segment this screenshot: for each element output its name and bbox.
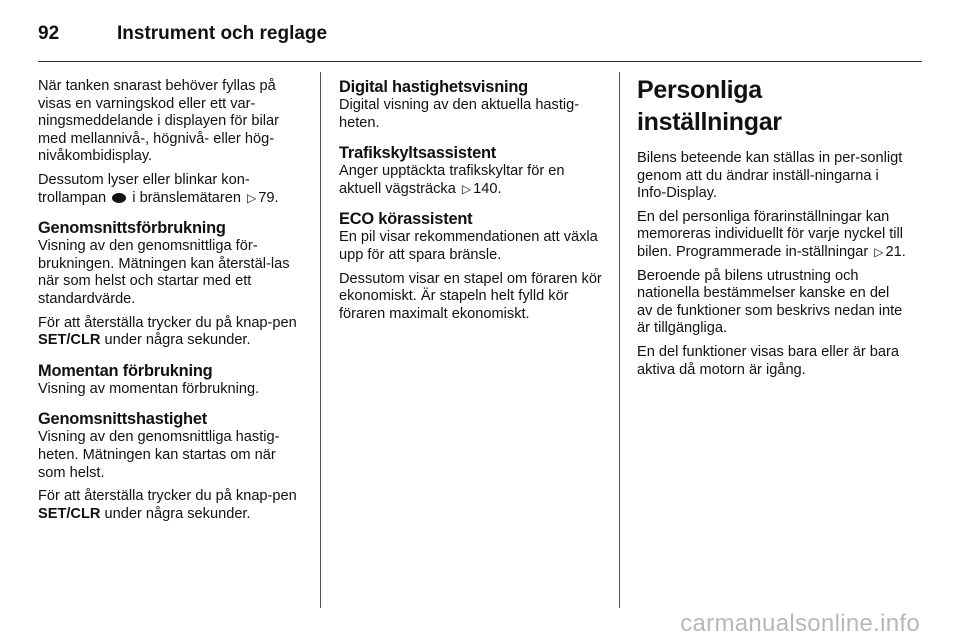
section-heading-instant-consumption: Momentan förbrukning bbox=[38, 361, 213, 380]
eco-assistant-bar-text: Dessutom visar en stapel om föraren kör ekonomiskt. Är stapeln helt fylld kör föraren maximalt ekonomiskt. bbox=[339, 270, 602, 322]
reset-text-after: under några sekunder. bbox=[104, 505, 251, 522]
section-heading-digital-speed: Digital hastighetsvisning bbox=[339, 78, 528, 96]
section-heading-eco-assistant: ECO körassistent bbox=[339, 210, 473, 229]
instant-consumption-text: Visning av momentan förbrukning. bbox=[38, 380, 260, 397]
reset-text: För att återställa trycker du på knap-pen bbox=[38, 314, 297, 331]
page-reference-link[interactable]: 79. bbox=[258, 189, 279, 206]
personal-settings-memory-text: En del personliga förarinställningar kan memoreras individuellt för varje nyckel till bilen. Programmerade in-ställningar bbox=[637, 208, 904, 260]
page-header bbox=[38, 14, 327, 54]
personal-settings-engine: En del funktioner visas bara eller är bara aktiva då motorn är igång. bbox=[637, 343, 900, 378]
personal-settings-memory bbox=[637, 209, 907, 262]
page-number: 92 bbox=[38, 23, 60, 44]
section-heading-traffic-sign: Trafikskyltsassistent bbox=[339, 144, 497, 163]
arrow-reference-icon: ▷ bbox=[874, 244, 884, 259]
arrow-reference-icon: ▷ bbox=[247, 190, 257, 205]
page-reference-link[interactable]: 140. bbox=[473, 180, 502, 197]
digital-speed-text: Digital visning av den aktuella hastig-heten. bbox=[339, 97, 580, 131]
reset-text-after: under några sekunder. bbox=[104, 332, 251, 349]
section-heading-average-speed: Genomsnittshastighet bbox=[38, 410, 208, 429]
average-speed-reset bbox=[38, 488, 304, 523]
page-reference-link[interactable]: 21. bbox=[885, 243, 906, 260]
set-clr-button-label: SET/CLR bbox=[38, 332, 101, 349]
traffic-sign-text bbox=[339, 163, 605, 198]
column-3 bbox=[637, 74, 907, 385]
personal-settings-intro: Bilens beteende kan ställas in per-sonligt genom att du ändrar inställ-ningarna i Info-Display. bbox=[637, 150, 903, 202]
section-heading-personal-settings: Personliga inställningar bbox=[637, 76, 782, 136]
intro-paragraph: När tanken snarast behöver fyllas på visas en varningskod eller ett var-ningsmeddelande i displayen för bilar med mellannivå-, högnivå- eller hög-nivåkombidisplay. bbox=[38, 78, 279, 165]
watermark: carmanualsonline.info bbox=[680, 610, 920, 637]
fuel-warning-lamp-icon bbox=[112, 193, 126, 203]
column-divider-2 bbox=[619, 72, 620, 608]
column-divider-1 bbox=[320, 72, 321, 608]
eco-assistant-text: En pil visar rekommendationen att växla upp för att spara bränsle. bbox=[339, 229, 598, 263]
arrow-reference-icon: ▷ bbox=[461, 181, 472, 196]
average-speed-text: Visning av den genomsnittliga hastig-heten. Mätningen kan startas om när som helst. bbox=[38, 429, 280, 481]
section-heading-average-consumption: Genomsnittsförbrukning bbox=[38, 219, 226, 238]
average-consumption-reset bbox=[38, 315, 304, 350]
set-clr-button-label: SET/CLR bbox=[38, 505, 101, 522]
fuel-lamp-paragraph bbox=[38, 172, 304, 207]
column-1 bbox=[38, 78, 304, 529]
personal-settings-availability: Beroende på bilens utrustning och nationella bestämmelser kanske en del av de funktioner som beskrivs nedan inte är tillgängliga. bbox=[637, 267, 903, 337]
column-2 bbox=[339, 78, 605, 329]
average-consumption-text: Visning av den genomsnittliga för-brukningen. Mätningen kan återstäl-las när som helst och startar med ett standardvärde. bbox=[38, 238, 290, 307]
fuel-gauge-text: i bränslemätaren bbox=[132, 189, 241, 206]
fuel-lamp-text: Dessutom lyser eller blinkar kon-trollampan bbox=[38, 171, 250, 206]
reset-text: För att återställa trycker du på knap-pen bbox=[38, 488, 297, 505]
page-title: Instrument och reglage bbox=[117, 23, 328, 44]
header-rule bbox=[38, 61, 922, 62]
traffic-sign-description: Anger upptäckta trafikskyltar för en aktuell vägsträcka bbox=[339, 163, 565, 197]
